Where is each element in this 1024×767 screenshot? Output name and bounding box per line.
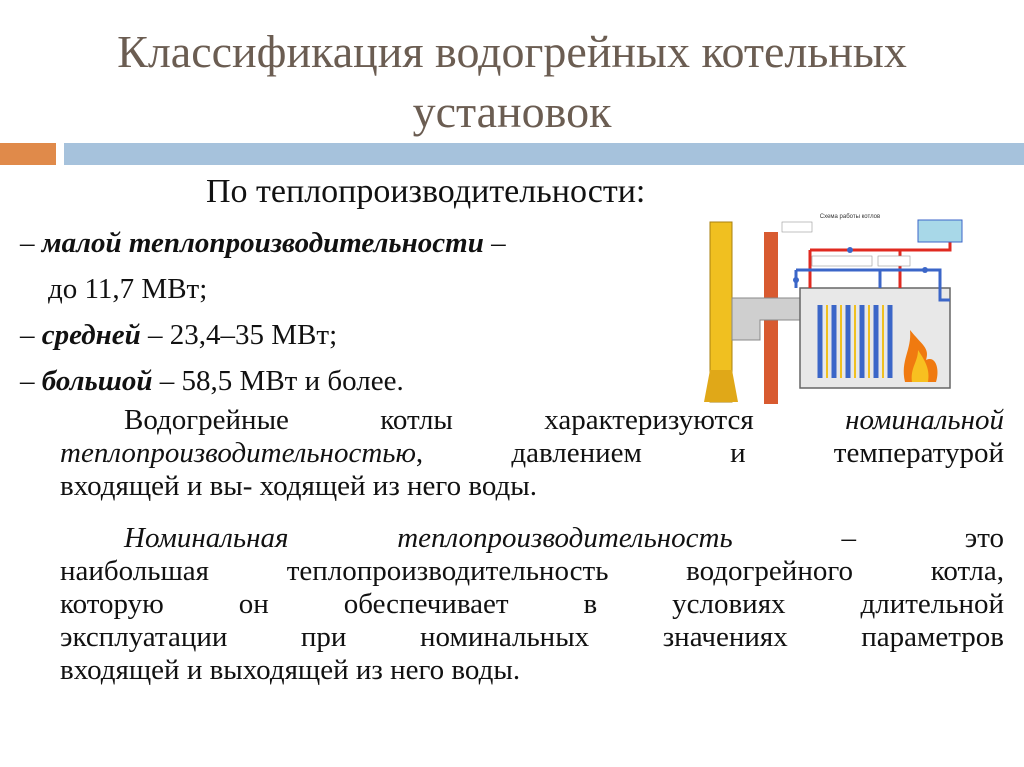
slide-title: Классификация водогрейных котельных установок bbox=[117, 26, 907, 137]
paragraph-definition bbox=[60, 522, 1004, 687]
subtitle: По теплопроизводительности: bbox=[206, 173, 646, 210]
accent-bar-blue bbox=[64, 143, 1024, 165]
expansion-tank bbox=[918, 220, 962, 242]
para1-line3: входящей и вы- ходящей из него воды. bbox=[60, 470, 537, 502]
list-item-continuation: до 11,7 МВт; bbox=[48, 273, 208, 305]
list-item: – большой – 58,5 МВт и более. bbox=[20, 365, 404, 397]
list-item: – малой теплопроизводительности – bbox=[20, 227, 506, 259]
diagram-caption: Схема работы котлов bbox=[819, 214, 881, 220]
para1-line2: теплопроизводительностью, давлением и температурой bbox=[60, 437, 1004, 469]
para2-line3: которую он обеспечивает в условиях длительной bbox=[60, 588, 1004, 620]
paragraph-characteristics bbox=[60, 404, 1004, 503]
para2-line5: входящей и выходящей из него воды. bbox=[60, 654, 521, 686]
boiler-diagram bbox=[700, 210, 970, 406]
para1-line1: Водогрейные котлы характеризуются номинальной bbox=[124, 404, 1004, 436]
accent-bar-orange bbox=[0, 143, 56, 165]
para2-line1: Номинальная теплопроизводительность – это bbox=[124, 522, 1004, 554]
list-item: – средней – 23,4–35 МВт; bbox=[20, 319, 338, 351]
para2-line4: эксплуатации при номинальных значениях параметров bbox=[60, 621, 1004, 653]
capacity-list bbox=[20, 220, 680, 404]
para2-line2: наибольшая теплопроизводительность водогрейного котла, bbox=[60, 555, 1004, 587]
